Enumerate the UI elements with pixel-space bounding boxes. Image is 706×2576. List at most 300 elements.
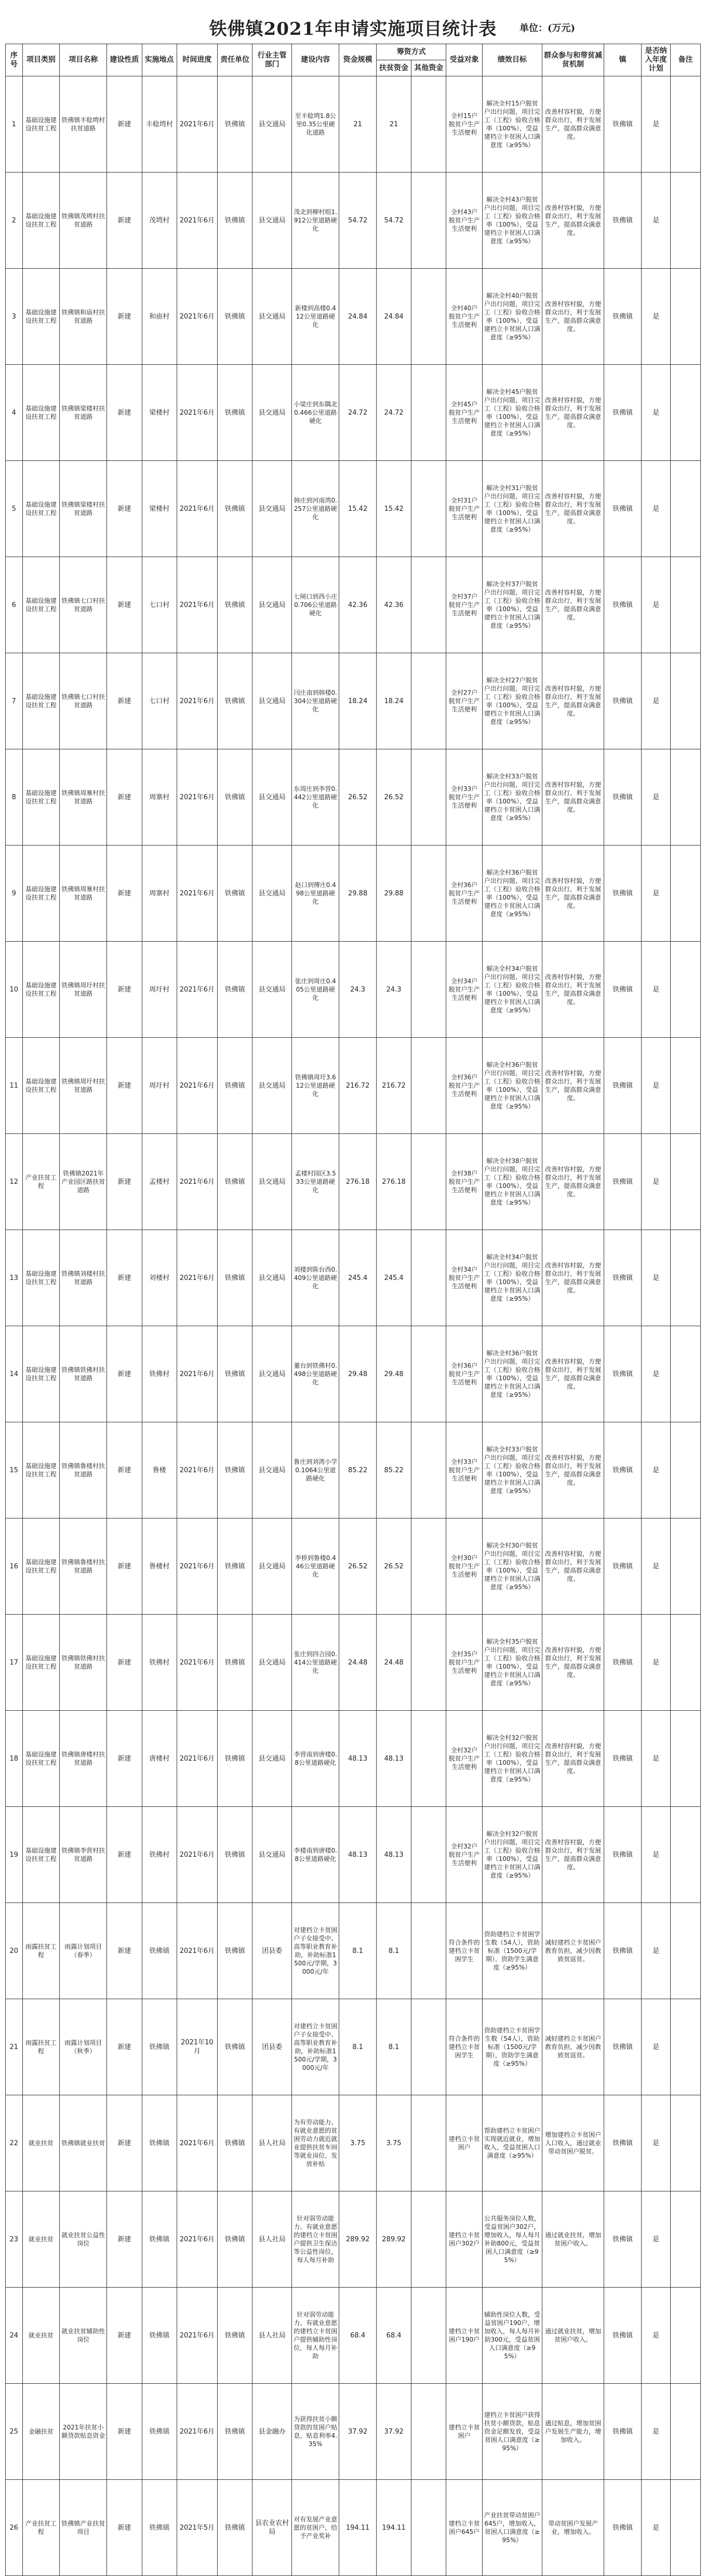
cell-target: 解决全村36户脱贫户出行问题，项目完工（工程）验收合格率（100%），受益建档立卡贫困人口满意度（≥95%） xyxy=(482,1038,542,1134)
cell-town: 铁佛镇 xyxy=(604,269,642,365)
cell-beneficiary: 全村33户脱贫户生产生活便利 xyxy=(446,749,482,846)
cell-content: 为有劳动能力、有就业意愿的贫困劳动力就近就业提供扶贫车间等就业岗位，发放补贴 xyxy=(292,2095,339,2191)
cell-beneficiary: 全村32户脱贫户生产生活便利 xyxy=(446,1807,482,1903)
cell-seq: 1 xyxy=(6,76,23,173)
cell-location: 周圩村 xyxy=(142,942,177,1038)
table-row xyxy=(6,2384,701,2480)
cell-dept: 县交通局 xyxy=(252,1422,292,1518)
cell-fund-poverty: 29.88 xyxy=(376,846,411,942)
cell-note xyxy=(671,1518,701,1615)
header-note: 备注 xyxy=(671,44,701,76)
cell-dept: 县交通局 xyxy=(252,1615,292,1711)
table-header xyxy=(6,44,701,76)
cell-name: 就业扶贫公益性岗位 xyxy=(60,2191,107,2288)
cell-annual-plan: 是 xyxy=(641,2384,670,2480)
cell-responsible: 铁佛镇 xyxy=(217,557,252,653)
cell-content: 韩庄到河南湾0.257公里道路硬化 xyxy=(292,461,339,557)
cell-seq: 17 xyxy=(6,1615,23,1711)
table-row xyxy=(6,1711,701,1807)
cell-seq: 14 xyxy=(6,1326,23,1422)
cell-category: 产业扶贫工程 xyxy=(22,1134,60,1230)
table-row xyxy=(6,1518,701,1615)
cell-fund-other xyxy=(411,1422,446,1518)
cell-nature: 新建 xyxy=(107,942,142,1038)
cell-mechanism: 改善村容村貌，方便群众出行，利于发展生产，提高群众满意度。 xyxy=(542,1134,604,1230)
cell-fund-poverty: 8.1 xyxy=(376,1903,411,1999)
cell-responsible: 铁佛镇 xyxy=(217,1326,252,1422)
cell-responsible: 铁佛镇 xyxy=(217,269,252,365)
cell-location: 刘楼村 xyxy=(142,1230,177,1326)
cell-fund-poverty: 194.11 xyxy=(376,2480,411,2576)
cell-dept: 县交通局 xyxy=(252,749,292,846)
cell-note xyxy=(671,749,701,846)
cell-category: 基础设施建设扶贫工程 xyxy=(22,557,60,653)
cell-dept: 县交通局 xyxy=(252,1807,292,1903)
cell-target: 解决全村35户脱贫户出行问题，项目完工（工程）验收合格率（100%），受益建档立卡贫困人口满意度（≥95%） xyxy=(482,1615,542,1711)
cell-location: 铁佛村 xyxy=(142,1807,177,1903)
cell-responsible: 铁佛镇 xyxy=(217,2480,252,2576)
cell-fund-poverty: 48.13 xyxy=(376,1807,411,1903)
cell-fund-poverty: 26.52 xyxy=(376,749,411,846)
cell-dept: 县交通局 xyxy=(252,1711,292,1807)
cell-scale: 8.1 xyxy=(339,1903,377,1999)
cell-category: 就业扶贫 xyxy=(22,2095,60,2191)
cell-location: 七口村 xyxy=(142,557,177,653)
cell-content: 对建档立卡贫困户子女接受中、高等职业教育补助，补助标准1500元/学期，3000元/年 xyxy=(292,1999,339,2095)
cell-seq: 26 xyxy=(6,2480,23,2576)
cell-responsible: 铁佛镇 xyxy=(217,749,252,846)
cell-note xyxy=(671,76,701,173)
cell-name: 铁佛镇周圩村扶贫道路 xyxy=(60,1038,107,1134)
cell-schedule: 2021年6月 xyxy=(177,365,217,461)
cell-target: 公共服务岗位人数，受益贫困户302户，增加收入，每人每月补助800元，受益贫困人口满意度（≥95%） xyxy=(482,2191,542,2288)
cell-category: 基础设施建设扶贫工程 xyxy=(22,846,60,942)
cell-fund-other xyxy=(411,557,446,653)
table-row xyxy=(6,846,701,942)
cell-name: 铁佛镇周寨村扶贫道路 xyxy=(60,846,107,942)
cell-beneficiary: 全村32户脱贫户生产生活便利 xyxy=(446,1711,482,1807)
cell-dept: 县交通局 xyxy=(252,1326,292,1422)
cell-category: 基础设施建设扶贫工程 xyxy=(22,1518,60,1615)
cell-seq: 7 xyxy=(6,653,23,749)
cell-note xyxy=(671,2191,701,2288)
cell-target: 解决全村34户脱贫户出行问题，项目完工（工程）验收合格率（100%），受益建档立卡贫困人口满意度（≥95%） xyxy=(482,1230,542,1326)
cell-content: 孟楼村园区3.533公里道路硬化 xyxy=(292,1134,339,1230)
header-fund-poverty: 扶贫资金 xyxy=(376,60,411,76)
cell-target: 解决全村36户脱贫户出行问题，项目完工（工程）验收合格率（100%），受益建档立卡贫困人口满意度（≥95%） xyxy=(482,1326,542,1422)
cell-beneficiary: 全村43户脱贫户生产生活便利 xyxy=(446,173,482,269)
cell-category: 基础设施建设扶贫工程 xyxy=(22,76,60,173)
cell-responsible: 铁佛镇 xyxy=(217,1038,252,1134)
cell-note xyxy=(671,1903,701,1999)
cell-category: 基础设施建设扶贫工程 xyxy=(22,1326,60,1422)
table-row xyxy=(6,76,701,173)
cell-name: 铁佛镇刘楼村扶贫道路 xyxy=(60,1230,107,1326)
cell-town: 铁佛镇 xyxy=(604,749,642,846)
table-row xyxy=(6,269,701,365)
cell-nature: 新建 xyxy=(107,2384,142,2480)
cell-beneficiary: 全村36户脱贫户生产生活便利 xyxy=(446,1038,482,1134)
cell-annual-plan: 是 xyxy=(641,1422,670,1518)
header-nature: 建设性质 xyxy=(107,44,142,76)
cell-annual-plan: 是 xyxy=(641,653,670,749)
cell-fund-poverty: 85.22 xyxy=(376,1422,411,1518)
cell-seq: 5 xyxy=(6,461,23,557)
cell-category: 雨露扶贫工程 xyxy=(22,1999,60,2095)
cell-town: 铁佛镇 xyxy=(604,1903,642,1999)
cell-fund-poverty: 276.18 xyxy=(376,1134,411,1230)
cell-schedule: 2021年6月 xyxy=(177,2288,217,2384)
cell-mechanism: 改善村容村貌，方便群众出行，利于发展生产，提高群众满意度。 xyxy=(542,942,604,1038)
cell-fund-other xyxy=(411,653,446,749)
cell-content: 李楼南到唐楼0.8公里道路硬化 xyxy=(292,1807,339,1903)
cell-dept: 县农业农村局 xyxy=(252,2480,292,2576)
cell-note xyxy=(671,653,701,749)
cell-target: 解决全村36户脱贫户出行问题，项目完工（工程）验收合格率（100%），受益建档立卡贫困人口满意度（≥95%） xyxy=(482,846,542,942)
cell-name: 铁佛镇茂塆村扶贫道路 xyxy=(60,173,107,269)
cell-fund-poverty: 26.52 xyxy=(376,1518,411,1615)
cell-town: 铁佛镇 xyxy=(604,1134,642,1230)
cell-schedule: 2021年6月 xyxy=(177,2384,217,2480)
cell-schedule: 2021年5月 xyxy=(177,2480,217,2576)
cell-seq: 19 xyxy=(6,1807,23,1903)
table-row xyxy=(6,1038,701,1134)
cell-town: 铁佛镇 xyxy=(604,1518,642,1615)
cell-mechanism: 减轻建档立卡贫困户教育负担，减少因教致贫返贫。 xyxy=(542,1999,604,2095)
cell-fund-other xyxy=(411,2384,446,2480)
cell-target: 解决全村33户脱贫户出行问题，项目完工（工程）验收合格率（100%），受益建档立卡贫困人口满意度（≥95%） xyxy=(482,1422,542,1518)
cell-content: 针对弱劳动能力、有就业意愿的建档立卡贫困户提供卫生保洁等公益性岗位，每人每月补助 xyxy=(292,2191,339,2288)
cell-content: 赵口到傅庄0.498公里道路硬化 xyxy=(292,846,339,942)
cell-location: 唐楼村 xyxy=(142,1711,177,1807)
cell-nature: 新建 xyxy=(107,1038,142,1134)
cell-seq: 20 xyxy=(6,1903,23,1999)
cell-seq: 3 xyxy=(6,269,23,365)
cell-seq: 2 xyxy=(6,173,23,269)
cell-nature: 新建 xyxy=(107,1518,142,1615)
table-row xyxy=(6,365,701,461)
cell-fund-poverty: 24.3 xyxy=(376,942,411,1038)
cell-dept: 县交通局 xyxy=(252,1230,292,1326)
cell-seq: 23 xyxy=(6,2191,23,2288)
cell-responsible: 铁佛镇 xyxy=(217,1903,252,1999)
header-schedule: 时间进度 xyxy=(177,44,217,76)
table-row xyxy=(6,173,701,269)
header-fund-other: 其他资金 xyxy=(411,60,446,76)
cell-fund-poverty: 3.75 xyxy=(376,2095,411,2191)
cell-mechanism: 减轻建档立卡贫困户教育负担，减少因教致贫返贫。 xyxy=(542,1903,604,1999)
cell-category: 基础设施建设扶贫工程 xyxy=(22,1230,60,1326)
cell-fund-other xyxy=(411,1518,446,1615)
cell-category: 金融扶贫 xyxy=(22,2384,60,2480)
cell-responsible: 铁佛镇 xyxy=(217,942,252,1038)
cell-scale: 24.84 xyxy=(339,269,377,365)
cell-content: 李桥到鲁楼0.446公里道路硬化 xyxy=(292,1518,339,1615)
cell-schedule: 2021年6月 xyxy=(177,942,217,1038)
header-funding: 筹资方式 xyxy=(376,44,446,60)
cell-town: 铁佛镇 xyxy=(604,1615,642,1711)
cell-dept: 县交通局 xyxy=(252,461,292,557)
cell-dept: 县交通局 xyxy=(252,557,292,653)
table-row xyxy=(6,557,701,653)
cell-town: 铁佛镇 xyxy=(604,365,642,461)
cell-category: 产业扶贫工程 xyxy=(22,2480,60,2576)
cell-target: 建档立卡贫困户获得扶贫小额贷款，贴息资金足额发放，受益贫困人口满意度（≥95%） xyxy=(482,2384,542,2480)
cell-target: 解决全村40户脱贫户出行问题，项目完工（工程）验收合格率（100%），受益建档立卡贫困人口满意度（≥95%） xyxy=(482,269,542,365)
cell-scale: 42.36 xyxy=(339,557,377,653)
cell-scale: 245.4 xyxy=(339,1230,377,1326)
cell-name: 铁佛镇七口村扶贫道路 xyxy=(60,557,107,653)
cell-responsible: 铁佛镇 xyxy=(217,1615,252,1711)
cell-name: 雨露计划项目（秋季） xyxy=(60,1999,107,2095)
cell-name: 铁佛镇唐楼村扶贫道路 xyxy=(60,1711,107,1807)
cell-annual-plan: 是 xyxy=(641,1903,670,1999)
cell-location: 周寨村 xyxy=(142,749,177,846)
cell-dept: 县交通局 xyxy=(252,942,292,1038)
cell-location: 铁佛镇 xyxy=(142,2480,177,2576)
cell-content: 东周庄到李营0.442公里道路硬化 xyxy=(292,749,339,846)
cell-annual-plan: 是 xyxy=(641,2480,670,2576)
cell-town: 铁佛镇 xyxy=(604,2384,642,2480)
cell-mechanism: 改善村容村貌，方便群众出行，利于发展生产，提高群众满意度。 xyxy=(542,1422,604,1518)
cell-mechanism: 改善村容村貌，方便群众出行，利于发展生产，提高群众满意度。 xyxy=(542,653,604,749)
cell-note xyxy=(671,942,701,1038)
header-content: 建设内容 xyxy=(292,44,339,76)
cell-content: 张庄到周庄0.405公里道路硬化 xyxy=(292,942,339,1038)
cell-responsible: 铁佛镇 xyxy=(217,461,252,557)
header-annual-plan: 是否纳入年度计划 xyxy=(641,44,670,76)
cell-note xyxy=(671,1326,701,1422)
cell-schedule: 2021年6月 xyxy=(177,749,217,846)
cell-nature: 新建 xyxy=(107,461,142,557)
cell-fund-other xyxy=(411,1615,446,1711)
cell-annual-plan: 是 xyxy=(641,1230,670,1326)
cell-seq: 25 xyxy=(6,2384,23,2480)
cell-seq: 13 xyxy=(6,1230,23,1326)
cell-beneficiary: 全村37户脱贫户生产生活便利 xyxy=(446,557,482,653)
cell-name: 铁佛镇2021年产业园区路扶贫道路 xyxy=(60,1134,107,1230)
cell-scale: 216.72 xyxy=(339,1038,377,1134)
cell-annual-plan: 是 xyxy=(641,2095,670,2191)
cell-nature: 新建 xyxy=(107,1134,142,1230)
cell-location: 铁佛镇 xyxy=(142,2384,177,2480)
cell-location: 铁佛村 xyxy=(142,1326,177,1422)
cell-schedule: 2021年10月 xyxy=(177,1999,217,2095)
document-title: 铁佛镇2021年申请实施项目统计表 xyxy=(209,19,497,39)
cell-category: 基础设施建设扶贫工程 xyxy=(22,749,60,846)
cell-fund-other xyxy=(411,1807,446,1903)
cell-dept: 县交通局 xyxy=(252,1038,292,1134)
cell-fund-poverty: 29.48 xyxy=(376,1326,411,1422)
cell-fund-other xyxy=(411,1230,446,1326)
cell-responsible: 铁佛镇 xyxy=(217,76,252,173)
cell-note xyxy=(671,846,701,942)
cell-fund-poverty: 21 xyxy=(376,76,411,173)
cell-mechanism: 改善村容村貌，方便群众出行，利于发展生产，提高群众满意度。 xyxy=(542,1615,604,1711)
unit-label: 单位：(万元) xyxy=(519,23,576,34)
table-row xyxy=(6,653,701,749)
cell-category: 雨露扶贫工程 xyxy=(22,1903,60,1999)
header-scale: 资金规模 xyxy=(339,44,377,76)
cell-mechanism: 改善村容村貌，方便群众出行，利于发展生产，提高群众满意度。 xyxy=(542,365,604,461)
cell-content: 对有发展产业意愿的贫困户，给予产业奖补 xyxy=(292,2480,339,2576)
cell-name: 铁佛镇和庙村扶贫道路 xyxy=(60,269,107,365)
cell-annual-plan: 是 xyxy=(641,173,670,269)
table-row xyxy=(6,1615,701,1711)
header-dept: 行业主管部门 xyxy=(252,44,292,76)
cell-nature: 新建 xyxy=(107,749,142,846)
cell-target: 解决全村45户脱贫户出行问题，项目完工（工程）验收合格率（100%），受益建档立卡贫困人口满意度（≥95%） xyxy=(482,365,542,461)
cell-seq: 4 xyxy=(6,365,23,461)
cell-responsible: 铁佛镇 xyxy=(217,1230,252,1326)
cell-fund-poverty: 18.24 xyxy=(376,653,411,749)
table-row xyxy=(6,1230,701,1326)
cell-content: 新楼到高楼0.412公里道路硬化 xyxy=(292,269,339,365)
cell-location: 铁佛镇 xyxy=(142,1903,177,1999)
table-row xyxy=(6,2480,701,2576)
cell-scale: 48.13 xyxy=(339,1807,377,1903)
cell-responsible: 铁佛镇 xyxy=(217,2384,252,2480)
cell-dept: 县交通局 xyxy=(252,269,292,365)
cell-town: 铁佛镇 xyxy=(604,173,642,269)
cell-category: 基础设施建设扶贫工程 xyxy=(22,269,60,365)
cell-note xyxy=(671,1711,701,1807)
cell-fund-other xyxy=(411,846,446,942)
cell-annual-plan: 是 xyxy=(641,269,670,365)
cell-beneficiary: 建档立卡贫困户302户 xyxy=(446,2191,482,2288)
cell-mechanism: 改善村容村貌，方便群众出行，利于发展生产，提高群众满意度。 xyxy=(542,1038,604,1134)
cell-fund-poverty: 8.1 xyxy=(376,1999,411,2095)
cell-target: 解决全村43户脱贫户出行问题，项目完工（工程）验收合格率（100%），受益建档立卡贫困人口满意度（≥95%） xyxy=(482,173,542,269)
cell-seq: 24 xyxy=(6,2288,23,2384)
cell-note xyxy=(671,557,701,653)
cell-nature: 新建 xyxy=(107,1326,142,1422)
cell-town: 铁佛镇 xyxy=(604,557,642,653)
cell-location: 铁佛镇 xyxy=(142,2191,177,2288)
cell-mechanism: 改善村容村貌，方便群众出行，利于发展生产，提高群众满意度。 xyxy=(542,1711,604,1807)
cell-nature: 新建 xyxy=(107,653,142,749)
cell-content: 针对弱劳动能力、有就业意愿的建档立卡贫困户提供辅助性岗位，每人每月补助 xyxy=(292,2288,339,2384)
cell-target: 解决全村30户脱贫户出行问题，项目完工（工程）验收合格率（100%），受益建档立卡贫困人口满意度（≥95%） xyxy=(482,1518,542,1615)
table-row xyxy=(6,749,701,846)
cell-note xyxy=(671,1422,701,1518)
cell-beneficiary: 全村34户脱贫户生产生活便利 xyxy=(446,1230,482,1326)
cell-scale: 37.92 xyxy=(339,2384,377,2480)
cell-scale: 15.42 xyxy=(339,461,377,557)
cell-mechanism: 改善村容村貌，方便群众出行，利于发展生产，提高群众满意度。 xyxy=(542,1326,604,1422)
cell-town: 铁佛镇 xyxy=(604,76,642,173)
cell-seq: 18 xyxy=(6,1711,23,1807)
cell-category: 基础设施建设扶贫工程 xyxy=(22,1711,60,1807)
table-row xyxy=(6,1134,701,1230)
cell-fund-other xyxy=(411,2480,446,2576)
table-row xyxy=(6,1999,701,2095)
cell-name: 就业扶贫辅助性岗位 xyxy=(60,2288,107,2384)
cell-beneficiary: 全村31户脱贫户生产生活便利 xyxy=(446,461,482,557)
cell-scale: 48.13 xyxy=(339,1711,377,1807)
cell-annual-plan: 是 xyxy=(641,1999,670,2095)
cell-beneficiary: 建档立卡贫困户 xyxy=(446,2384,482,2480)
header-beneficiary: 受益对象 xyxy=(446,44,482,76)
cell-responsible: 铁佛镇 xyxy=(217,365,252,461)
cell-schedule: 2021年6月 xyxy=(177,1134,217,1230)
cell-beneficiary: 全村38户脱贫户生产生活便利 xyxy=(446,1134,482,1230)
cell-mechanism: 改善村容村貌，方便群众出行，利于发展生产，提高群众满意度。 xyxy=(542,76,604,173)
header-responsible: 责任单位 xyxy=(217,44,252,76)
cell-dept: 县交通局 xyxy=(252,1518,292,1615)
cell-note xyxy=(671,1999,701,2095)
cell-content: 闫庄南到韩楼0.304公里道路硬化 xyxy=(292,653,339,749)
cell-target: 解决全村32户脱贫户出行问题，项目完工（工程）验收合格率（100%），受益建档立卡贫困人口满意度（≥95%） xyxy=(482,1711,542,1807)
cell-fund-other xyxy=(411,269,446,365)
cell-scale: 24.48 xyxy=(339,1615,377,1711)
cell-nature: 新建 xyxy=(107,1999,142,2095)
cell-nature: 新建 xyxy=(107,1615,142,1711)
cell-nature: 新建 xyxy=(107,1230,142,1326)
cell-schedule: 2021年6月 xyxy=(177,1711,217,1807)
cell-fund-other xyxy=(411,1903,446,1999)
cell-note xyxy=(671,2288,701,2384)
cell-location: 鲁楼村 xyxy=(142,1518,177,1615)
cell-nature: 新建 xyxy=(107,1422,142,1518)
cell-location: 和庙村 xyxy=(142,269,177,365)
project-table xyxy=(5,44,701,2576)
cell-town: 铁佛镇 xyxy=(604,1038,642,1134)
cell-dept: 团县委 xyxy=(252,1903,292,1999)
cell-nature: 新建 xyxy=(107,2095,142,2191)
cell-annual-plan: 是 xyxy=(641,1326,670,1422)
cell-seq: 15 xyxy=(6,1422,23,1518)
cell-seq: 6 xyxy=(6,557,23,653)
cell-mechanism: 改善村容村貌，方便群众出行，利于发展生产，提高群众满意度。 xyxy=(542,1518,604,1615)
cell-responsible: 铁佛镇 xyxy=(217,1807,252,1903)
cell-target: 帮助建档立卡贫困户实现就近就业，增加收入，受益贫困人口满意度（≥95%） xyxy=(482,2095,542,2191)
cell-responsible: 铁佛镇 xyxy=(217,846,252,942)
cell-responsible: 铁佛镇 xyxy=(217,2095,252,2191)
cell-scale: 24.72 xyxy=(339,365,377,461)
cell-fund-other xyxy=(411,1711,446,1807)
cell-name: 铁佛镇李营村扶贫道路 xyxy=(60,1807,107,1903)
cell-schedule: 2021年6月 xyxy=(177,76,217,173)
cell-category: 基础设施建设扶贫工程 xyxy=(22,1807,60,1903)
cell-responsible: 铁佛镇 xyxy=(217,1134,252,1230)
cell-scale: 54.72 xyxy=(339,173,377,269)
cell-town: 铁佛镇 xyxy=(604,653,642,749)
cell-seq: 11 xyxy=(6,1038,23,1134)
cell-fund-poverty: 68.4 xyxy=(376,2288,411,2384)
cell-name: 铁佛镇梁楼村扶贫道路 xyxy=(60,461,107,557)
cell-target: 解决全村37户脱贫户出行问题，项目完工（工程）验收合格率（100%），受益建档立卡贫困人口满意度（≥95%） xyxy=(482,557,542,653)
cell-target: 解决全村34户脱贫户出行问题，项目完工（工程）验收合格率（100%），受益建档立卡贫困人口满意度（≥95%） xyxy=(482,942,542,1038)
cell-mechanism: 改善村容村貌，方便群众出行，利于发展生产，提高群众满意度。 xyxy=(542,1230,604,1326)
cell-content: 董台到铁佛村0.498公里道路硬化 xyxy=(292,1326,339,1422)
cell-fund-poverty: 289.92 xyxy=(376,2191,411,2288)
cell-annual-plan: 是 xyxy=(641,942,670,1038)
cell-beneficiary: 符合条件的建档立卡贫困学生 xyxy=(446,1903,482,1999)
cell-target: 解决全村38户脱贫户出行问题，项目完工（工程）验收合格率（100%），受益建档立卡贫困人口满意度（≥95%） xyxy=(482,1134,542,1230)
cell-schedule: 2021年6月 xyxy=(177,269,217,365)
cell-location: 梁楼村 xyxy=(142,461,177,557)
cell-scale: 85.22 xyxy=(339,1422,377,1518)
cell-location: 鲁楼 xyxy=(142,1422,177,1518)
cell-location: 梁楼村 xyxy=(142,365,177,461)
cell-name: 铁佛镇周寨村扶贫道路 xyxy=(60,749,107,846)
cell-responsible: 铁佛镇 xyxy=(217,653,252,749)
cell-nature: 新建 xyxy=(107,2191,142,2288)
cell-annual-plan: 是 xyxy=(641,1038,670,1134)
cell-scale: 29.48 xyxy=(339,1326,377,1422)
header-seq: 序号 xyxy=(6,44,23,76)
